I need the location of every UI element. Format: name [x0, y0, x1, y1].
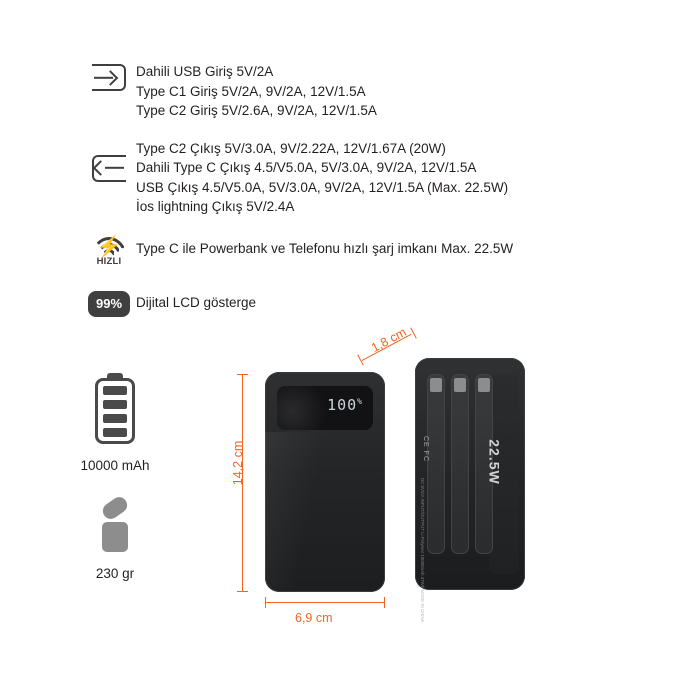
height-tick-top [237, 374, 248, 375]
spec-output-text [136, 139, 508, 217]
specification-list [82, 62, 682, 333]
certification-mark: CE FC [422, 436, 429, 462]
capacity-block [60, 378, 170, 473]
spec-row-lcd [82, 289, 682, 317]
output-arrow-icon [82, 139, 136, 182]
spec-line: İos lightning Çıkış 5V/2.4A [136, 199, 295, 214]
depth-dimension-label: 1,8 cm [368, 325, 409, 355]
spec-row-input [82, 62, 682, 121]
spec-row-fast-charge [82, 235, 682, 267]
fast-charge-icon [82, 235, 136, 267]
lightning-bolt-icon: ⚡ [96, 235, 122, 258]
spec-line: Dijital LCD gösterge [136, 294, 257, 310]
width-dimension-label: 6,9 cm [295, 611, 333, 625]
cable-slot-1 [427, 374, 445, 554]
width-tick-right [384, 597, 385, 608]
spec-line: Type C2 Giriş 5V/2.6A, 9V/2A, 12V/1.5A [136, 103, 377, 118]
capacity-label: 10000 mAh [80, 458, 150, 473]
product-illustration [210, 325, 630, 650]
spec-line: USB Çıkış 4.5/V5.0A, 5V/3.0A, 9V/2A, 12V/1.5A (Max. 22.5W) [136, 179, 509, 195]
cable-slot-2 [451, 374, 469, 554]
height-tick-bottom [237, 591, 248, 592]
lcd-display [277, 386, 373, 430]
lcd-number: 100 [327, 396, 358, 414]
spec-line: Type C2 Çıkış 5V/3.0A, 9V/2.22A, 12V/1.67A (20W) [136, 140, 446, 156]
spec-line: Dahili Type C Çıkış 4.5/V5.0A, 5V/3.0A, 9V/2A, 12V/1.5A [136, 160, 477, 175]
wattage-label: 22.5W [486, 439, 503, 485]
height-dimension-label: 14,2 cm [231, 440, 246, 486]
fast-charge-label: HIZLI [96, 255, 122, 267]
lcd-percent: % [357, 397, 363, 406]
battery-percent-icon [82, 289, 136, 317]
spec-row-output [82, 139, 682, 217]
depth-tick-right [410, 327, 417, 338]
spec-line: Type C1 Giriş 5V/2A, 9V/2A, 12V/1.5A [136, 83, 366, 99]
width-dimension-line [265, 602, 385, 603]
spec-lcd-text [136, 289, 256, 313]
percent-badge: 99% [88, 291, 130, 317]
spec-input-text [136, 62, 377, 121]
lcd-value [327, 396, 363, 414]
spec-line: Dahili USB Giriş 5V/2A [136, 64, 274, 79]
spec-fast-charge-text [136, 235, 513, 259]
weight-icon [97, 500, 133, 552]
spec-line: Type C ile Powerbank ve Telefonu hızlı şarj imkanı Max. 22.5W [136, 240, 514, 256]
weight-label: 230 gr [95, 566, 135, 581]
printed-specs: DC 5V/2A INPUT/OUTPUT Li-Polymer 10000mAh 37Wh MADE IN CHINA [420, 478, 425, 623]
battery-icon [95, 378, 135, 444]
weight-block [60, 500, 170, 581]
input-arrow-icon [82, 62, 136, 91]
powerbank-front-view [265, 372, 385, 592]
front-highlight [265, 432, 385, 592]
powerbank-back-view [415, 358, 525, 623]
width-tick-left [265, 597, 266, 608]
